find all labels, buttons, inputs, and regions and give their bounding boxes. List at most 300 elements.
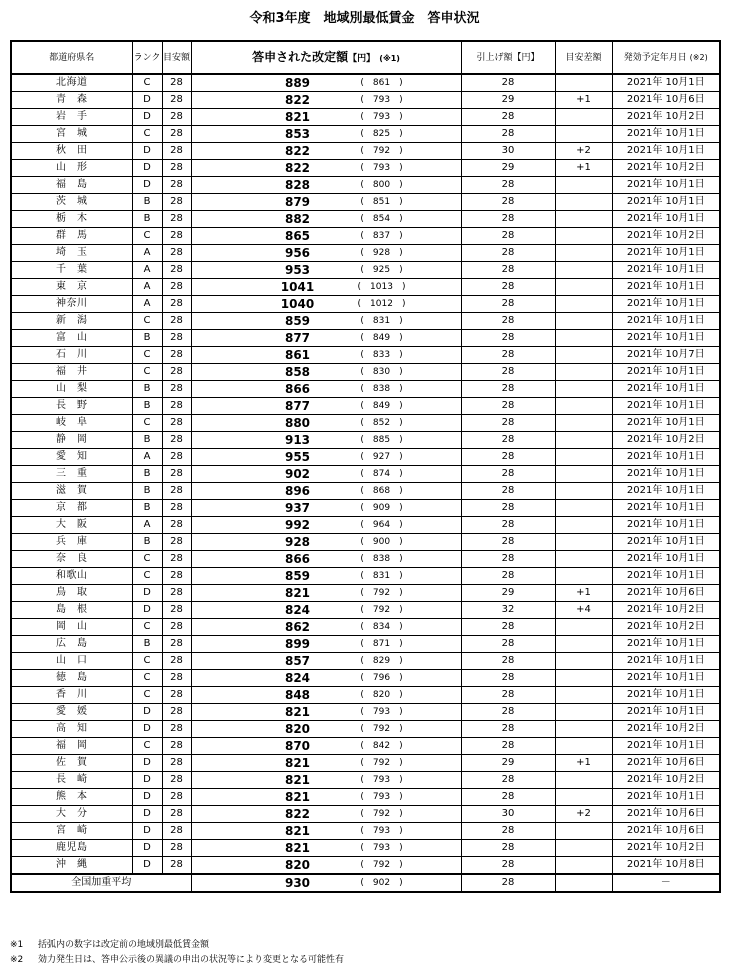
previous-amount: ( 793 )	[360, 843, 403, 853]
revised-amount: 858	[284, 365, 311, 379]
diff-cell	[555, 636, 612, 653]
increase-cell: 29	[461, 585, 555, 602]
revised-wage-cell	[191, 789, 461, 806]
diff-cell	[555, 857, 612, 875]
increase-cell: 28	[461, 857, 555, 875]
revised-amount: 824	[284, 671, 311, 685]
guide-amount-cell: 28	[162, 585, 191, 602]
diff-cell	[555, 687, 612, 704]
diff-cell	[555, 551, 612, 568]
guide-amount-cell: 28	[162, 636, 191, 653]
guide-amount-cell: 28	[162, 806, 191, 823]
diff-cell	[555, 432, 612, 449]
rank-cell: D	[132, 806, 162, 823]
effective-date-cell: 2021年 10月1日	[612, 789, 720, 806]
rank-cell: B	[132, 381, 162, 398]
prefecture-name: 沖 縄	[11, 857, 132, 875]
increase-cell: 28	[461, 823, 555, 840]
guide-amount-cell: 28	[162, 177, 191, 194]
increase-cell: 28	[461, 415, 555, 432]
table-row	[11, 738, 720, 755]
guide-amount-cell: 28	[162, 772, 191, 789]
previous-amount: ( 838 )	[360, 384, 403, 394]
revised-amount: 866	[284, 552, 311, 566]
previous-amount: ( 842 )	[360, 741, 403, 751]
previous-amount: ( 793 )	[360, 707, 403, 717]
increase-cell: 28	[461, 245, 555, 262]
prefecture-name: 愛 知	[11, 449, 132, 466]
table-row	[11, 126, 720, 143]
diff-cell	[555, 126, 612, 143]
previous-amount: ( 831 )	[360, 316, 403, 326]
revised-wage-cell	[191, 449, 461, 466]
revised-wage-cell	[191, 738, 461, 755]
effective-date-cell: 2021年 10月1日	[612, 313, 720, 330]
rank-cell: C	[132, 126, 162, 143]
increase-cell: 28	[461, 636, 555, 653]
revised-amount: 821	[284, 756, 311, 770]
diff-cell	[555, 466, 612, 483]
footnote-1-text: 括弧内の数字は改定前の地域別最低賃金額	[38, 940, 210, 950]
increase-cell: 29	[461, 755, 555, 772]
table-row	[11, 772, 720, 789]
prefecture-name: 千 葉	[11, 262, 132, 279]
revised-wage-cell	[191, 74, 461, 92]
effective-date-cell: 2021年 10月1日	[612, 330, 720, 347]
revised-amount: 853	[284, 127, 311, 141]
diff-cell	[555, 653, 612, 670]
previous-amount: ( 792 )	[360, 758, 403, 768]
guide-amount-cell: 28	[162, 160, 191, 177]
effective-date-cell: 2021年 10月1日	[612, 211, 720, 228]
guide-amount-cell: 28	[162, 364, 191, 381]
diff-cell	[555, 483, 612, 500]
previous-amount: ( 820 )	[360, 690, 403, 700]
table-row	[11, 74, 720, 92]
previous-amount: ( 837 )	[360, 231, 403, 241]
revised-wage-cell	[191, 177, 461, 194]
effective-date-cell: 2021年 10月6日	[612, 92, 720, 109]
effective-date-cell: 2021年 10月1日	[612, 74, 720, 92]
prefecture-name: 広 島	[11, 636, 132, 653]
prefecture-name: 香 川	[11, 687, 132, 704]
increase-cell: 28	[461, 364, 555, 381]
rank-cell: C	[132, 670, 162, 687]
revised-amount: 821	[284, 841, 311, 855]
table-row	[11, 857, 720, 875]
diff-cell	[555, 500, 612, 517]
table-row	[11, 483, 720, 500]
increase-cell: 29	[461, 92, 555, 109]
rank-cell: B	[132, 500, 162, 517]
prefecture-name: 東 京	[11, 279, 132, 296]
table-header-row	[11, 41, 720, 74]
previous-amount: ( 964 )	[360, 520, 403, 530]
revised-wage-cell	[191, 551, 461, 568]
minimum-wage-table	[10, 40, 721, 893]
prefecture-name: 愛 媛	[11, 704, 132, 721]
diff-cell	[555, 109, 612, 126]
rank-cell: C	[132, 738, 162, 755]
prefecture-name: 新 潟	[11, 313, 132, 330]
table-row	[11, 262, 720, 279]
revised-wage-cell	[191, 466, 461, 483]
table-row	[11, 364, 720, 381]
revised-amount: 930	[284, 876, 311, 890]
effective-date-cell: 2021年 10月1日	[612, 194, 720, 211]
effective-date-cell: 2021年 10月2日	[612, 602, 720, 619]
revised-amount: 896	[284, 484, 311, 498]
rank-cell: B	[132, 330, 162, 347]
revised-amount: 857	[284, 654, 311, 668]
effective-date-cell: 2021年 10月1日	[612, 483, 720, 500]
prefecture-name: 長 野	[11, 398, 132, 415]
previous-amount: ( 792 )	[360, 809, 403, 819]
diff-cell	[555, 347, 612, 364]
prefecture-name: 静 岡	[11, 432, 132, 449]
previous-amount: ( 868 )	[360, 486, 403, 496]
rank-cell: A	[132, 245, 162, 262]
rank-cell: D	[132, 840, 162, 857]
guide-amount-cell: 28	[162, 602, 191, 619]
effective-date-cell: 2021年 10月2日	[612, 619, 720, 636]
previous-amount: ( 852 )	[360, 418, 403, 428]
effective-date-cell: 2021年 10月1日	[612, 500, 720, 517]
effective-date-cell: 2021年 10月1日	[612, 364, 720, 381]
revised-wage-cell	[191, 381, 461, 398]
diff-cell	[555, 415, 612, 432]
previous-amount: ( 825 )	[360, 129, 403, 139]
increase-cell: 28	[461, 126, 555, 143]
guide-amount-cell: 28	[162, 228, 191, 245]
header-effective-label: 発効予定年月日	[623, 52, 687, 63]
diff-cell	[555, 568, 612, 585]
rank-cell: A	[132, 449, 162, 466]
guide-amount-cell: 28	[162, 381, 191, 398]
guide-amount-cell: 28	[162, 704, 191, 721]
increase-cell: 28	[461, 262, 555, 279]
table-row	[11, 143, 720, 160]
rank-cell: D	[132, 160, 162, 177]
rank-cell: B	[132, 211, 162, 228]
effective-date-cell: 2021年 10月1日	[612, 704, 720, 721]
revised-amount: 822	[284, 807, 311, 821]
table-row	[11, 296, 720, 313]
increase-cell: 28	[461, 789, 555, 806]
diff-cell: +4	[555, 602, 612, 619]
revised-amount: 879	[284, 195, 311, 209]
effective-date-cell: 2021年 10月1日	[612, 381, 720, 398]
revised-amount: 899	[284, 637, 311, 651]
prefecture-name: 群 馬	[11, 228, 132, 245]
prefecture-name: 福 井	[11, 364, 132, 381]
previous-amount: ( 1013 )	[357, 282, 406, 292]
previous-amount: ( 793 )	[360, 163, 403, 173]
rank-cell: D	[132, 585, 162, 602]
guide-amount-cell: 28	[162, 126, 191, 143]
revised-wage-cell	[191, 279, 461, 296]
revised-amount: 902	[284, 467, 311, 481]
rank-cell: D	[132, 772, 162, 789]
rank-cell: B	[132, 194, 162, 211]
rank-cell: C	[132, 619, 162, 636]
header-prefecture: 都道府県名	[11, 41, 132, 74]
table-row	[11, 585, 720, 602]
previous-amount: ( 927 )	[360, 452, 403, 462]
revised-wage-cell	[191, 568, 461, 585]
previous-amount: ( 830 )	[360, 367, 403, 377]
revised-amount: 956	[284, 246, 311, 260]
rank-cell: C	[132, 653, 162, 670]
increase-cell: 30	[461, 143, 555, 160]
header-effective-note: (※2)	[689, 52, 708, 62]
previous-amount: ( 829 )	[360, 656, 403, 666]
previous-amount: ( 793 )	[360, 112, 403, 122]
revised-wage-cell	[191, 619, 461, 636]
revised-wage-cell	[191, 126, 461, 143]
revised-amount: 821	[284, 705, 311, 719]
table-row	[11, 211, 720, 228]
previous-amount: ( 871 )	[360, 639, 403, 649]
table-row	[11, 228, 720, 245]
revised-amount: 821	[284, 586, 311, 600]
diff-cell: +2	[555, 806, 612, 823]
guide-amount-cell: 28	[162, 721, 191, 738]
prefecture-name: 山 口	[11, 653, 132, 670]
rank-cell: A	[132, 517, 162, 534]
guide-amount-cell: 28	[162, 74, 191, 92]
revised-wage-cell	[191, 194, 461, 211]
effective-date-cell: 2021年 10月1日	[612, 517, 720, 534]
effective-date-cell: 2021年 10月6日	[612, 806, 720, 823]
revised-wage-cell	[191, 92, 461, 109]
revised-amount: 859	[284, 569, 311, 583]
average-date-cell: －	[612, 874, 720, 892]
rank-cell: D	[132, 143, 162, 160]
revised-wage-cell	[191, 653, 461, 670]
effective-date-cell: 2021年 10月1日	[612, 126, 720, 143]
increase-cell: 28	[461, 568, 555, 585]
table-row	[11, 330, 720, 347]
increase-cell: 28	[461, 500, 555, 517]
revised-amount: 865	[284, 229, 311, 243]
table-row	[11, 500, 720, 517]
guide-amount-cell: 28	[162, 466, 191, 483]
prefecture-name: 大 阪	[11, 517, 132, 534]
revised-amount: 866	[284, 382, 311, 396]
prefecture-name: 宮 城	[11, 126, 132, 143]
revised-wage-cell	[191, 211, 461, 228]
diff-cell	[555, 74, 612, 92]
revised-wage-cell	[191, 364, 461, 381]
guide-amount-cell: 28	[162, 653, 191, 670]
header-increase: 引上げ額【円】	[461, 41, 555, 74]
effective-date-cell: 2021年 10月1日	[612, 534, 720, 551]
guide-amount-cell: 28	[162, 857, 191, 875]
page-title: 令和3年度 地域別最低賃金 答申状況	[249, 11, 480, 26]
effective-date-cell: 2021年 10月7日	[612, 347, 720, 364]
revised-amount: 880	[284, 416, 311, 430]
prefecture-name: 石 川	[11, 347, 132, 364]
rank-cell: D	[132, 789, 162, 806]
average-label: 全国加重平均	[11, 874, 191, 892]
revised-wage-cell	[191, 823, 461, 840]
table-row	[11, 670, 720, 687]
prefecture-name: 埼 玉	[11, 245, 132, 262]
rank-cell: C	[132, 364, 162, 381]
rank-cell: A	[132, 262, 162, 279]
increase-cell: 28	[461, 347, 555, 364]
revised-amount: 821	[284, 110, 311, 124]
increase-cell: 28	[461, 840, 555, 857]
increase-cell: 28	[461, 619, 555, 636]
table-row	[11, 534, 720, 551]
previous-amount: ( 928 )	[360, 248, 403, 258]
table-row	[11, 602, 720, 619]
average-diff-cell	[555, 874, 612, 892]
increase-cell: 28	[461, 534, 555, 551]
diff-cell	[555, 619, 612, 636]
diff-cell	[555, 789, 612, 806]
revised-amount: 821	[284, 790, 311, 804]
effective-date-cell: 2021年 10月1日	[612, 279, 720, 296]
effective-date-cell: 2021年 10月1日	[612, 296, 720, 313]
effective-date-cell: 2021年 10月2日	[612, 721, 720, 738]
previous-amount: ( 851 )	[360, 197, 403, 207]
revised-amount: 859	[284, 314, 311, 328]
table-row	[11, 619, 720, 636]
guide-amount-cell: 28	[162, 194, 191, 211]
increase-cell: 28	[461, 398, 555, 415]
diff-cell	[555, 211, 612, 228]
increase-cell: 28	[461, 279, 555, 296]
effective-date-cell: 2021年 10月1日	[612, 262, 720, 279]
prefecture-name: 滋 賀	[11, 483, 132, 500]
guide-amount-cell: 28	[162, 789, 191, 806]
revised-amount: 992	[284, 518, 311, 532]
table-row	[11, 432, 720, 449]
increase-cell: 28	[461, 228, 555, 245]
previous-amount: ( 902 )	[360, 878, 403, 888]
revised-wage-cell	[191, 245, 461, 262]
revised-wage-cell	[191, 687, 461, 704]
prefecture-name: 北海道	[11, 74, 132, 92]
effective-date-cell: 2021年 10月1日	[612, 636, 720, 653]
increase-cell: 28	[461, 177, 555, 194]
diff-cell	[555, 738, 612, 755]
rank-cell: D	[132, 602, 162, 619]
guide-amount-cell: 28	[162, 568, 191, 585]
revised-amount: 877	[284, 331, 311, 345]
average-increase-cell: 28	[461, 874, 555, 892]
revised-amount: 913	[284, 433, 311, 447]
rank-cell: C	[132, 228, 162, 245]
average-row	[11, 874, 720, 892]
previous-amount: ( 800 )	[360, 180, 403, 190]
effective-date-cell: 2021年 10月1日	[612, 466, 720, 483]
prefecture-name: 佐 賀	[11, 755, 132, 772]
previous-amount: ( 833 )	[360, 350, 403, 360]
table-row	[11, 245, 720, 262]
prefecture-name: 奈 良	[11, 551, 132, 568]
table-row	[11, 160, 720, 177]
previous-amount: ( 793 )	[360, 95, 403, 105]
diff-cell	[555, 823, 612, 840]
guide-amount-cell: 28	[162, 823, 191, 840]
increase-cell: 28	[461, 551, 555, 568]
revised-wage-cell	[191, 721, 461, 738]
revised-amount: 822	[284, 161, 311, 175]
increase-cell: 28	[461, 194, 555, 211]
guide-amount-cell: 28	[162, 432, 191, 449]
effective-date-cell: 2021年 10月1日	[612, 738, 720, 755]
diff-cell	[555, 517, 612, 534]
table-body	[11, 74, 720, 892]
header-effective-date	[612, 41, 720, 74]
guide-amount-cell: 28	[162, 534, 191, 551]
diff-cell	[555, 177, 612, 194]
diff-cell	[555, 772, 612, 789]
revised-amount: 822	[284, 93, 311, 107]
rank-cell: D	[132, 177, 162, 194]
header-revised-note: (※1)	[379, 53, 400, 63]
table-row	[11, 636, 720, 653]
revised-amount: 862	[284, 620, 311, 634]
table-row	[11, 789, 720, 806]
revised-wage-cell	[191, 602, 461, 619]
effective-date-cell: 2021年 10月1日	[612, 670, 720, 687]
table-row	[11, 109, 720, 126]
revised-wage-cell	[191, 806, 461, 823]
footnote-2	[10, 953, 719, 968]
revised-amount: 821	[284, 773, 311, 787]
prefecture-name: 鹿児島	[11, 840, 132, 857]
guide-amount-cell: 28	[162, 211, 191, 228]
previous-amount: ( 909 )	[360, 503, 403, 513]
revised-wage-cell	[191, 636, 461, 653]
prefecture-name: 茨 城	[11, 194, 132, 211]
previous-amount: ( 792 )	[360, 588, 403, 598]
effective-date-cell: 2021年 10月2日	[612, 109, 720, 126]
revised-wage-cell	[191, 500, 461, 517]
table-row	[11, 755, 720, 772]
prefecture-name: 大 分	[11, 806, 132, 823]
revised-amount: 937	[284, 501, 311, 515]
effective-date-cell: 2021年 10月2日	[612, 772, 720, 789]
guide-amount-cell: 28	[162, 449, 191, 466]
previous-amount: ( 793 )	[360, 775, 403, 785]
previous-amount: ( 925 )	[360, 265, 403, 275]
table-row	[11, 279, 720, 296]
prefecture-name: 三 重	[11, 466, 132, 483]
increase-cell: 28	[461, 74, 555, 92]
previous-amount: ( 900 )	[360, 537, 403, 547]
guide-amount-cell: 28	[162, 738, 191, 755]
revised-amount: 1041	[280, 280, 315, 294]
revised-wage-cell	[191, 755, 461, 772]
prefecture-name: 京 都	[11, 500, 132, 517]
revised-amount: 822	[284, 144, 311, 158]
increase-cell: 28	[461, 109, 555, 126]
guide-amount-cell: 28	[162, 500, 191, 517]
increase-cell: 28	[461, 721, 555, 738]
guide-amount-cell: 28	[162, 840, 191, 857]
revised-wage-cell	[191, 772, 461, 789]
table-row	[11, 704, 720, 721]
previous-amount: ( 854 )	[360, 214, 403, 224]
revised-amount: 882	[284, 212, 311, 226]
effective-date-cell: 2021年 10月6日	[612, 755, 720, 772]
